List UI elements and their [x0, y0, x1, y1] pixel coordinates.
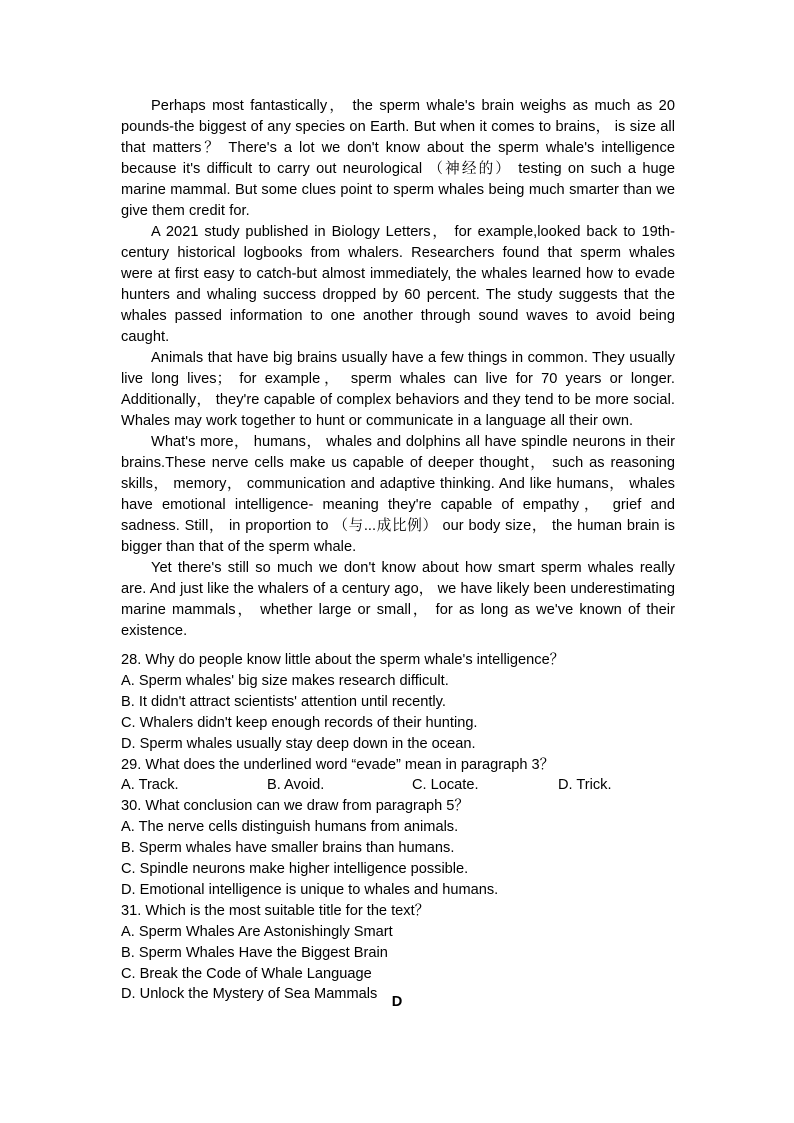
passage-paragraph-5: Yet there's still so much we don't know about how smart sperm whales really are. And just like the whalers of a century ago， we have likely been underestimating marine mammals， whether large or small， for as long as we've known of their existence.: [121, 560, 675, 639]
question-28-option-d[interactable]: D. Sperm whales usually stay deep down in the ocean.: [121, 735, 476, 752]
answer-mark: D: [391, 994, 403, 1010]
question-30-option-c[interactable]: C. Spindle neurons make higher intelligence possible.: [121, 861, 469, 878]
question-28-option-b[interactable]: B. It didn't attract scientists' attention until recently.: [121, 693, 446, 710]
passage-paragraph-3: Animals that have big brains usually have a few things in common. They usually live long lives； for example， sperm whales can live for 70 years or longer. Additionally， they're capable of complex behaviors and they tend to be more social. Whales may work together to hunt or communicate in a language all their own.: [121, 350, 675, 429]
passage-paragraph-4: What's more， humans， whales and dolphins all have spindle neurons in their brains.These nerve cells make us capable of deeper thought， such as reasoning skills， memory， communication and adaptive thinking. And like humans， whales have emotional intelligence- meaning they're capable of empathy， grief and sadness. Still， in proportion to （与...成比例） our body size， the human brain is bigger than that of the sperm whale.: [121, 434, 675, 555]
question-29-option-c[interactable]: C. Locate.: [412, 777, 479, 794]
question-29: [121, 755, 675, 797]
question-31-stem: 31. Which is the most suitable title for the text？: [121, 902, 430, 919]
question-28-option-a[interactable]: A. Sperm whales' big size makes research difficult.: [121, 672, 449, 689]
question-30-stem: 30. What conclusion can we draw from paragraph 5？: [121, 798, 469, 815]
question-31-option-c[interactable]: C. Break the Code of Whale Language: [121, 965, 372, 982]
question-30-option-b[interactable]: B. Sperm whales have smaller brains than humans.: [121, 840, 455, 857]
question-28-option-c[interactable]: C. Whalers didn't keep enough records of their hunting.: [121, 714, 478, 731]
passage-paragraph-2: A 2021 study published in Biology Letters， for example,looked back to 19th-century historical logbooks from whalers. Researchers found that sperm whales were at first easy to catch-but almost immediately, the whales learned how to evade hunters and whaling success dropped by 60 percent. The study suggests that the whales passed information to one another through sound waves to avoid being caught.: [121, 224, 675, 345]
question-31: [121, 901, 675, 1006]
question-29-option-b[interactable]: B. Avoid.: [267, 777, 325, 794]
question-30: [121, 796, 675, 901]
question-31-option-d[interactable]: D. Unlock the Mystery of Sea Mammals: [121, 986, 378, 1003]
question-29-options-row: [121, 775, 675, 796]
question-29-option-d[interactable]: D. Trick.: [558, 777, 612, 794]
questions-section: [121, 650, 675, 1005]
question-30-option-a[interactable]: A. The nerve cells distinguish humans from animals.: [121, 819, 459, 836]
question-29-option-a[interactable]: A. Track.: [121, 777, 179, 794]
question-28-stem: 28. Why do people know little about the sperm whale's intelligence？: [121, 652, 565, 668]
question-28: [121, 650, 675, 755]
question-30-option-d[interactable]: D. Emotional intelligence is unique to whales and humans.: [121, 881, 499, 898]
question-29-stem: 29. What does the underlined word “evade” mean in paragraph 3？: [121, 756, 555, 773]
question-31-option-a[interactable]: A. Sperm Whales Are Astonishingly Smart: [121, 923, 393, 940]
question-31-option-b[interactable]: B. Sperm Whales Have the Biggest Brain: [121, 944, 388, 961]
document-body: [121, 96, 675, 1005]
passage-paragraph-1: Perhaps most fantastically， the sperm whale's brain weighs as much as 20 pounds-the biggest of any species on Earth. But when it comes to brains， is size all that matters？ There's a lot we don't know about the sperm whale's intelligence because it's difficult to carry out neurological （神经的） testing on such a huge marine mammal. But some clues point to sperm whales being much smarter than we give them credit for.: [121, 98, 675, 219]
